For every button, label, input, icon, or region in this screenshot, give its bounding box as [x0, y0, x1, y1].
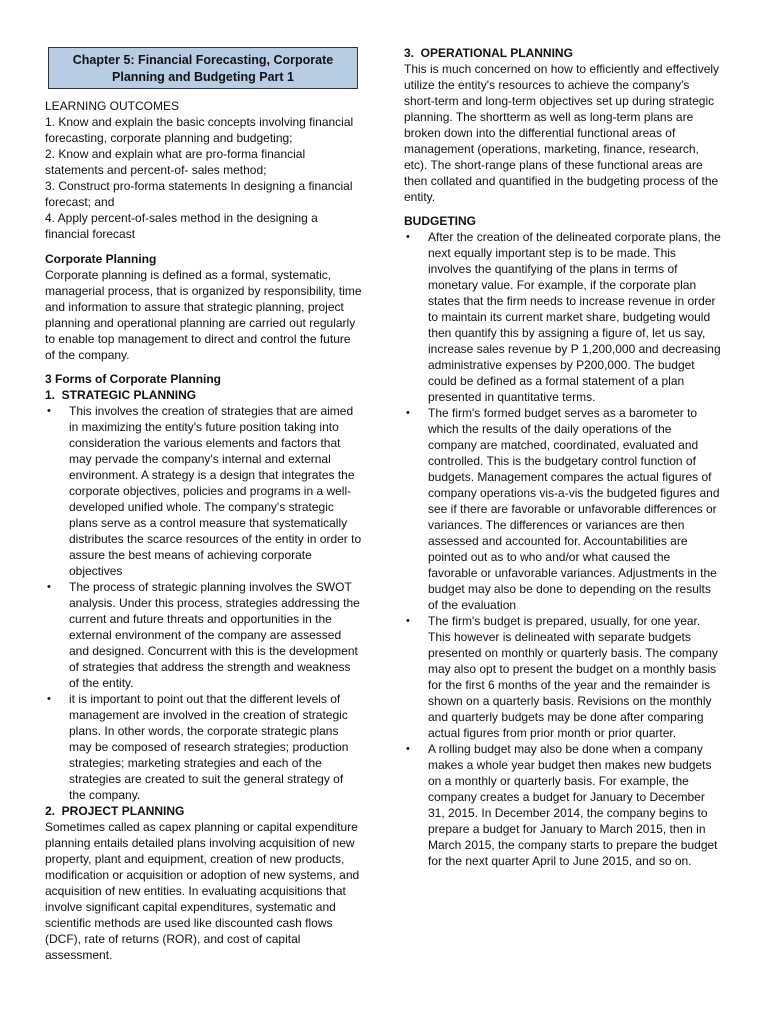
list-item: • The process of strategic planning involves the SWOT analysis. Under this process, strategies addressing the current and future threats and opportunities in the external environment of the company are assessed and designed. Concurrent with this is the development of strategies that address the strength and weakness of the entity.	[45, 579, 363, 691]
outcome-item: 2. Know and explain what are pro-forma financial statements and percent-of- sales method;	[45, 147, 306, 177]
operational-planning-text: This is much concerned on how to efficiently and effectively utilize the entity's resources to achieve the company's short-term and long-term objectives set up during strategic planning. The shortterm as well as long-term plans are broken down into the differential functional areas of management (operations, marketing, finance, research, etc). The short-range plans of these functional areas are then collated and quantified in the budgeting process of the entity.	[404, 62, 720, 204]
list-item: • it is important to point out that the different levels of management are involved in the creation of strategic plans. In other words, the corporate strategic plans may be composed of research strategies; production strategies; marketing strategies and each of the strategies are created to suit the general strategy of the company.	[45, 691, 363, 803]
project-planning-heading: 2. PROJECT PLANNING	[45, 804, 185, 818]
forms-section	[45, 371, 363, 963]
list-item: • This involves the creation of strategies that are aimed in maximizing the entity's future position taking into consideration the various elements and factors that may pervade the company's internal and external environment. A strategy is a design that integrates the corporate objectives, policies and programs in a well-developed unified whole. The company's strategic plans serve as a control measure that systematically distributes the scarce resources of the entity in order to assure the best means of achieving corporate objectives	[45, 403, 363, 579]
project-planning-text: Sometimes called as capex planning or capital expenditure planning entails detailed plans involving acquisition of new property, plant and equipment, creation of new products, modification or acquisition or adoption of new systems, and acquisition of new entities. In evaluating acquisitions that involve significant capital expenditures, systematic and scientific methods are used like discounted cash flows (DCF), rate of returns (ROR), and cost of capital assessment.	[45, 820, 360, 962]
chapter-title: Chapter 5: Financial Forecasting, Corporate Planning and Budgeting Part 1	[72, 53, 334, 84]
strategic-bullets	[45, 403, 363, 803]
corporate-planning-heading: Corporate Planning	[45, 252, 157, 266]
forms-heading: 3 Forms of Corporate Planning	[45, 372, 222, 386]
strategic-planning-heading: 1. STRATEGIC PLANNING	[45, 388, 197, 402]
learning-outcomes-heading: LEARNING OUTCOMES	[45, 99, 180, 113]
list-item: • After the creation of the delineated corporate plans, the next equally important step is to be made. This involves the quantifying of the plans in terms of monetary value. For example, if the corporate plan states that the firm needs to increase revenue in order to maintain its current market share, budgeting would then quantify this by assigning a figure of, let us say, increase sales revenue by P 1,200,000 and decreasing administrative expenses by P200,000. The budget could be defined as a formal statement of a plan presented in quantitative terms.	[404, 229, 722, 405]
outcome-item: 3. Construct pro-forma statements In designing a financial forecast; and	[45, 179, 353, 209]
outcome-item: 4. Apply percent-of-sales method in the designing a financial forecast	[45, 211, 318, 241]
list-item: • A rolling budget may also be done when a company makes a whole year budget then makes new budgets on a monthly or quarterly basis. For example, the company creates a budget for January to December 31, 2015. In December 2014, the company begins to prepare a budget for January to March 2015, then in March 2015, the company starts to prepare the budget for the next quarter April to June 2015, and so on.	[404, 741, 722, 869]
operational-planning-heading: 3. OPERATIONAL PLANNING	[404, 46, 573, 60]
chapter-title-box	[48, 47, 358, 89]
corporate-planning-text: Corporate planning is defined as a formal, systematic, managerial process, that is organized by responsibility, time and information to assure that strategic planning, project planning and operational planning are carried out regularly to enable top management to direct and control the future of the company.	[45, 268, 362, 362]
list-item: • The firm's formed budget serves as a barometer to which the results of the daily operations of the company are matched, coordinated, evaluated and controlled. This is the budgetary control function of budgets. Management compares the actual figures of company operations vis-a-vis the budgeted figures and see if there are favorable or unfavorable differences or variances. The differences or variances are then assessed and accounted for. Accountabilities are pointed out as to who and/or what caused the favorable or unfavorable variances. Adjustments in the budget may also be done to depending on the results of the evaluation	[404, 405, 722, 613]
budgeting-section	[404, 213, 722, 869]
budgeting-heading: BUDGETING	[404, 214, 476, 228]
budgeting-bullets	[404, 229, 722, 869]
operational-planning-section	[404, 45, 722, 205]
outcome-item: 1. Know and explain the basic concepts involving financial forecasting, corporate planning and budgeting;	[45, 115, 354, 145]
learning-outcomes	[45, 98, 363, 242]
list-item: • The firm's budget is prepared, usually, for one year. This however is delineated with separate budgets presented on monthly or quarterly basis. The company may also opt to present the budget on a monthly basis for the first 6 months of the year and the remainder is shown on a quarterly basis. Revisions on the monthly and quarterly budgets may be done after comparing actual figures from prior month or prior quarter.	[404, 613, 722, 741]
corporate-planning-section	[45, 251, 363, 363]
